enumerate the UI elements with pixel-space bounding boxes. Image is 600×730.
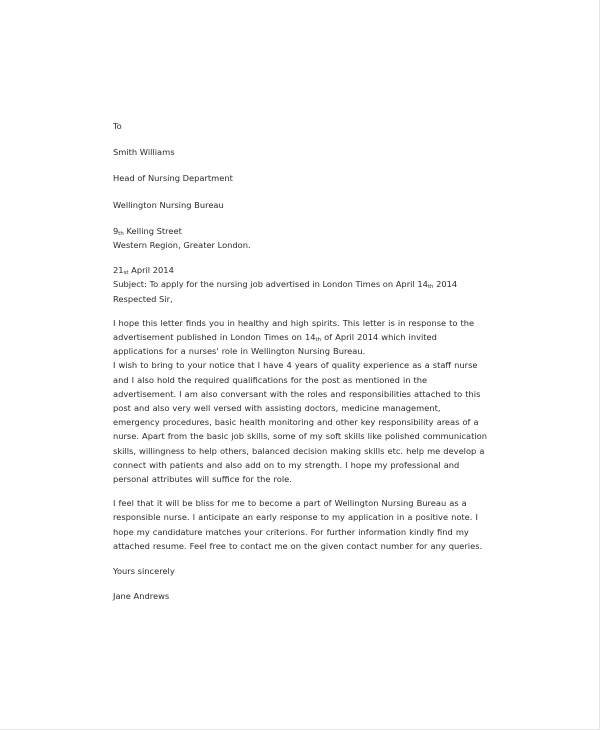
address-line-1: 9th Kelling Street: [113, 225, 182, 237]
signature-name: Jane Andrews: [113, 591, 170, 602]
paragraph-closing: I feel that it will be bliss for me to become a part of Wellington Nursing Bureau as a responsible nurse. I anticipate an early response to my application in a positive note. I hope my candidature matches your criterions. For further information kindly find my attached resume. Feel free to contact me on the given contact number for any queries.: [113, 498, 483, 551]
paragraph-experience: I wish to bring to your notice that I have 4 years of quality experience as a staff nurse and I also hold the required qualifications for the post as mentioned in the advertisement. I am also conversant with the roles and responsibilities attached to this post and also very well versed with assisting doctors, medicine management, emergency procedures, basic health monitoring and other key responsibility areas of a nurse. Apart from the basic job skills, some of my soft skills like polished communication skills, willingness to help others, balanced decision making skills etc. help me develop a connect with patients and also add on to my strength. I hope my professional and personal attributes will suffice for the role.: [113, 360, 487, 485]
closing-phrase: Yours sincerely: [113, 566, 175, 577]
subject-line: Subject: To apply for the nursing job advertised in London Times on April 14th 2014: [113, 279, 458, 291]
recipient-name: Smith Williams: [113, 147, 175, 158]
letter-date: 21st April 2014: [113, 265, 174, 277]
recipient-title: Head of Nursing Department: [113, 173, 233, 184]
salutation: Respected Sir,: [113, 293, 173, 304]
paragraph-intro: I hope this letter finds you in healthy and high spirits. This letter is in response to the advertisement published in London Times on 14th of April 2014 which invited applications for a nurses' role in Wellington Nursing Bureau.: [113, 317, 475, 357]
address-line-2: Western Region, Greater London.: [113, 240, 251, 251]
organization-name: Wellington Nursing Bureau: [113, 199, 224, 210]
letter-body: [113, 119, 489, 603]
to-label: To: [113, 121, 122, 131]
